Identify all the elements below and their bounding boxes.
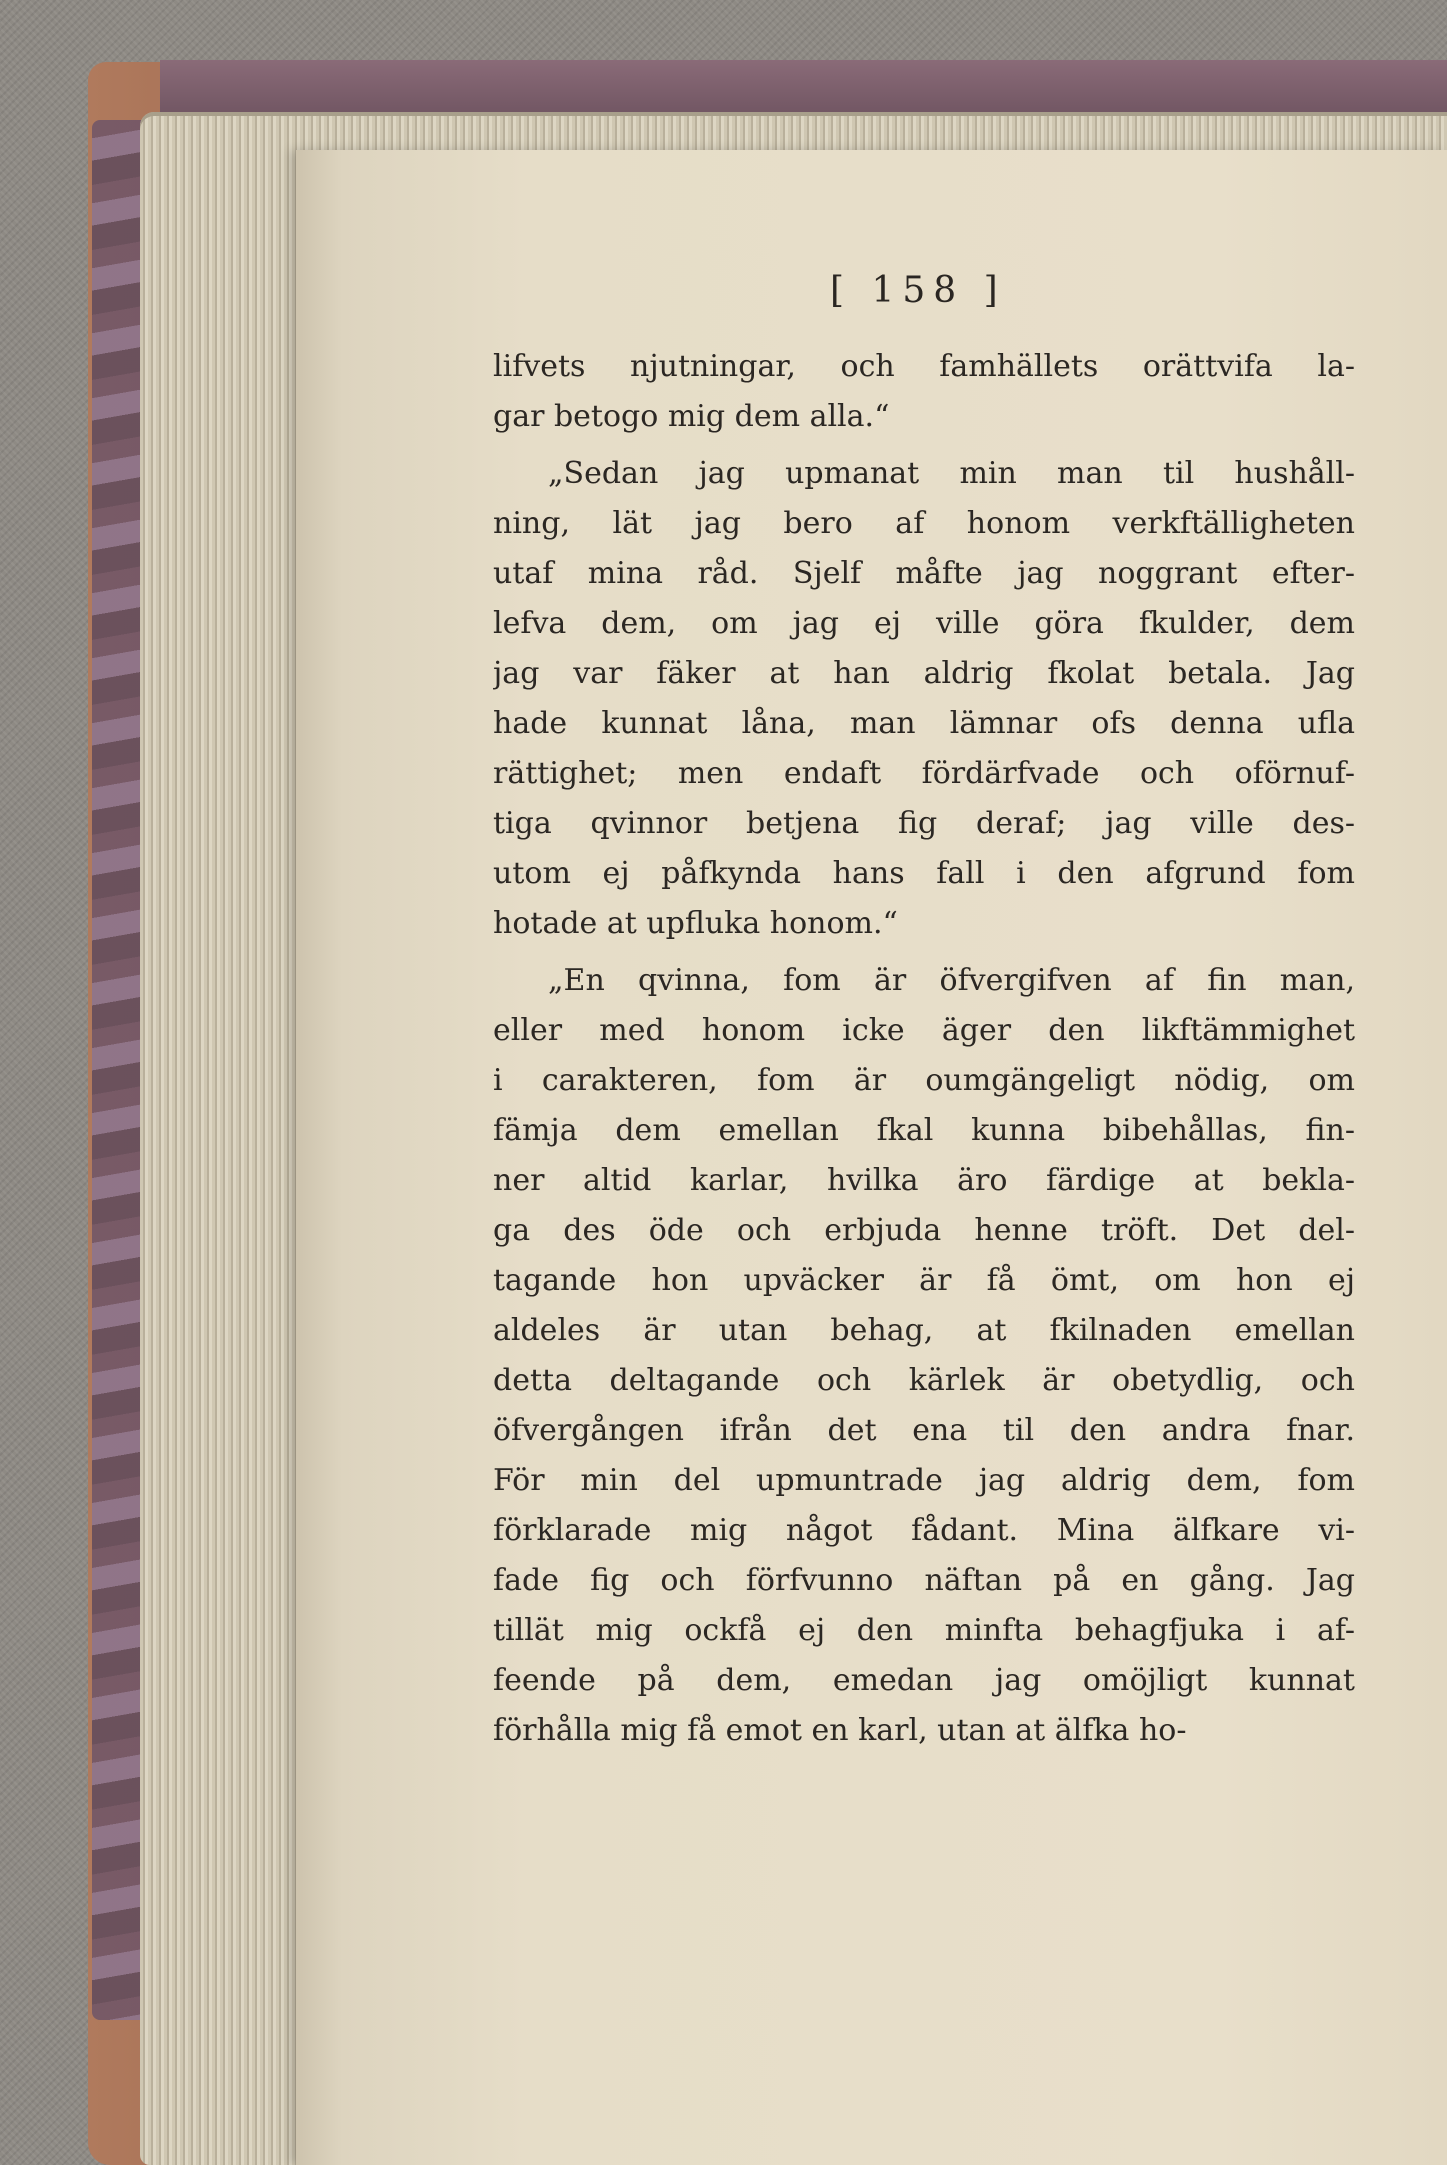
text-line: „En qvinna, fom är öfvergifven af fin man, xyxy=(548,963,1355,998)
text-line: hotade at upfluka honom.“ xyxy=(493,906,898,941)
text-line: eller med honom icke äger den likftämmighet xyxy=(493,1013,1355,1048)
text-line: gar betogo mig dem alla.“ xyxy=(493,399,890,434)
page-number: [ 158 ] xyxy=(830,270,1006,311)
page-text xyxy=(493,342,1355,1756)
text-line: tillät mig ockfå ej den minfta behagfjuka i af- xyxy=(493,1613,1355,1648)
text-line: aldeles är utan behag, at fkilnaden emellan xyxy=(493,1313,1355,1348)
text-line: detta deltagande och kärlek är obetydlig, och xyxy=(493,1363,1355,1398)
text-line: utom ej påfkynda hans fall i den afgrund fom xyxy=(493,856,1355,891)
text-line: rättighet; men endaft fördärfvade och oförnuf- xyxy=(493,756,1355,791)
text-line: jag var fäker at han aldrig fkolat betala. Jag xyxy=(493,656,1355,691)
text-line: „Sedan jag upmanat min man til hushåll- xyxy=(548,456,1355,491)
text-line: fade fig och förfvunno näftan på en gång. Jag xyxy=(493,1563,1355,1598)
text-line: tagande hon upväcker är få ömt, om hon ej xyxy=(493,1263,1355,1298)
text-line: fämja dem emellan fkal kunna bibehållas, fin- xyxy=(493,1113,1355,1148)
text-line: förhålla mig få emot en karl, utan at älfka ho- xyxy=(493,1713,1187,1748)
text-line: ga des öde och erbjuda henne tröft. Det del- xyxy=(493,1213,1355,1248)
text-line: i carakteren, fom är oumgängeligt nödig, om xyxy=(493,1063,1355,1098)
text-line: hade kunnat låna, man lämnar ofs denna ufla xyxy=(493,706,1355,741)
text-line: ning, lät jag bero af honom verkftälligheten xyxy=(493,506,1355,541)
paragraph-gap xyxy=(493,949,1355,956)
text-line: lefva dem, om jag ej ville göra fkulder, dem xyxy=(493,606,1355,641)
text-line: lifvets njutningar, och famhällets orättvifa la- xyxy=(493,349,1355,384)
text-line: tiga qvinnor betjena fig deraf; jag ville des- xyxy=(493,806,1355,841)
text-line: förklarade mig något fådant. Mina älfkare vi- xyxy=(493,1513,1355,1548)
paragraph-gap xyxy=(493,442,1355,449)
text-line: feende på dem, emedan jag omöjligt kunnat xyxy=(493,1663,1355,1698)
text-line: utaf mina råd. Sjelf måfte jag noggrant efter- xyxy=(493,556,1355,591)
text-line: ner altid karlar, hvilka äro färdige at bekla- xyxy=(493,1163,1355,1198)
text-line: öfvergången ifrån det ena til den andra fnar. xyxy=(493,1413,1355,1448)
text-line: För min del upmuntrade jag aldrig dem, fom xyxy=(493,1463,1355,1498)
